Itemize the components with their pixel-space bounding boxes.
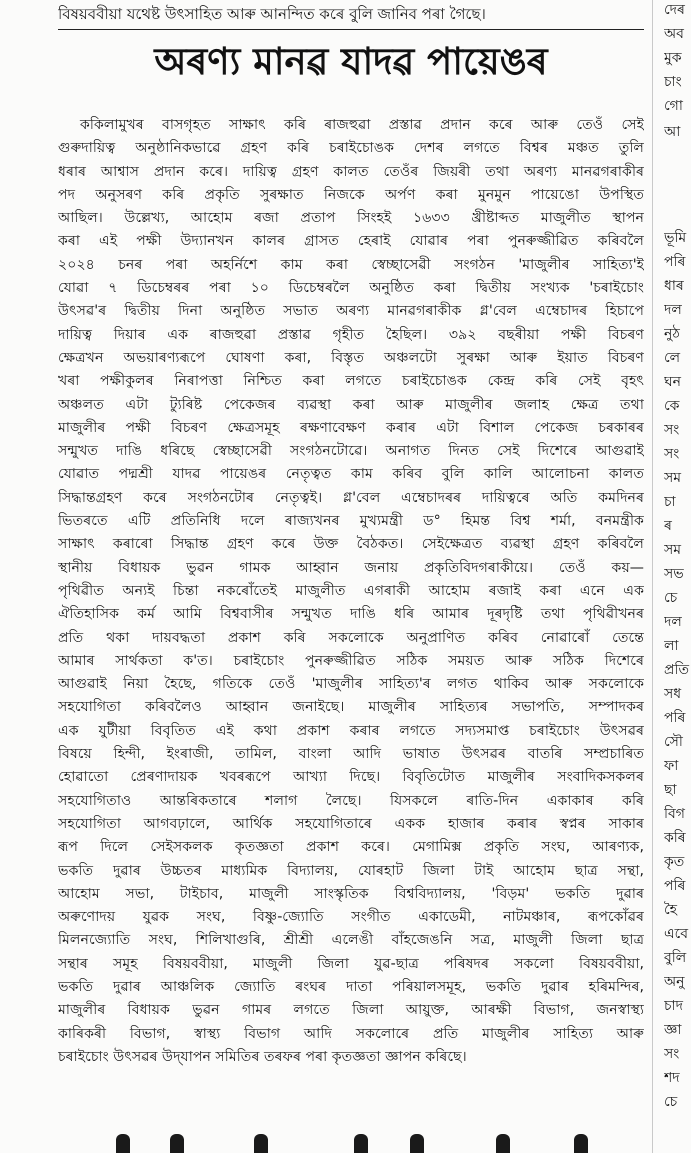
body-line: ভিতৰতে এটি প্ৰতিনিধি দলে ৰাজ্যখনৰ মুখ্যমন্ত্ৰী ড° হিমন্ত বিশ্ব শৰ্মা, বনমন্ত্ৰীক [58,513,644,530]
headline-top-rule [58,29,644,30]
body-line: ভকতি দুৱাৰ উচ্চতৰ মাধ্যমিক বিদ্যালয়, যোৰহাট জিলা টাই আহোম ছাত্ৰ সন্থা, [58,862,644,879]
body-line: খৰা পক্ষীকুলৰ নিৰাপত্তা নিশ্চিত কৰা লগতে চৰাইচোঙক কেন্দ্ৰ কৰি সেই বৃহৎ [58,373,644,390]
body-line: আছিল। উল্লেখ্য, আহোম ৰজা প্ৰতাপ সিংহই ১৬৩৩ খ্ৰীষ্টাব্দত মাজুলীত স্থাপন [58,210,644,227]
adjacent-column-fragment: প্ৰতি [664,662,689,678]
body-line: সহযোগিতা কৰিবলৈও আহ্বান জনাইছে। মাজুলীৰ সাহিত্যৰ সভাপতি, সম্পাদকৰ [58,699,644,716]
body-line: প্ৰতি থকা দায়বদ্ধতা প্ৰকাশ কৰি সকলোকে অনুপ্ৰাণিত কৰিব নোৱাৰোঁ তেন্তে [58,629,644,646]
adjacent-column-fragment: লে [664,350,681,366]
adjacent-column-fragment: বিগ [664,806,685,822]
adjacent-column-fragment: দল [664,302,682,318]
adjacent-column-fragment: আ [664,124,681,140]
column-divider [652,0,653,1153]
body-line: ধৰাৰ আশ্বাস প্ৰদান কৰে। দায়িত্ব গ্ৰহণ কালত তেওঁৰ জিয়ৰী তথা অৰণ্য মানৱগৰাকীৰ [58,163,644,180]
article-headline: অৰণ্য মানৱ যাদৱ পায়েঙৰ [154,40,548,83]
body-line: সিদ্ধান্তগ্ৰহণ কৰে সংগঠনটোৰ নেতৃত্বই। গ্ল'বেল এম্বেচাদৰৰ দায়িত্বৰে অতি কমদিনৰ [58,489,644,506]
body-line: বিষয়ে হিন্দী, ইংৰাজী, তামিল, বাংলা আদি ভাষাত উৎসৱৰ বাতৰি সম্প্ৰচাৰিত [58,746,644,763]
adjacent-column-fragment: চাদ [664,998,683,1014]
body-line: পদ অনুসৰণ কৰি প্ৰকৃতি সুৰক্ষাত নিজকে অৰ্পণ কৰা মুনমুন পায়েঙো উপস্থিত [58,186,644,203]
adjacent-column-fragment: সম [664,470,682,486]
body-line: সহযোগিতা আগবঢ়ালে, আৰ্থিক সহযোগিতাৰে একক হাজাৰ কৰাৰ স্বপ্নৰ সাকাৰ [58,815,644,832]
adjacent-column-fragment: ৰ [664,518,672,534]
body-line: যোৱা ৭ ডিচেম্বৰৰ পৰা ১০ ডিচেম্বৰলৈ অনুষ্ঠিত কৰা দ্বিতীয় সংখ্যক 'চৰাইচোং [58,280,644,297]
body-line: পৃথিৱীত অন্যই চিন্তা নকৰোঁতেই মাজুলীত এগৰাকী আহোম ৰজাই কৰা এনে এক [58,582,644,599]
body-line: ৰূপ দিলে সেইসকলক কৃতজ্ঞতা প্ৰকাশ কৰে। মেগামিক্স প্ৰকৃতি সংঘ, আৰণ্যক, [58,839,644,856]
article-body [58,114,644,1069]
previous-article-last-line: বিষয়ববীয়া যথেষ্ট উৎসাহিত আৰু আনন্দিত কৰে বুলি জানিব পৰা গৈছে। [58,5,486,23]
main-article-column [58,0,644,1153]
adjacent-column-fragment: চে [664,1094,678,1110]
adjacent-column-fragment: ঘন [664,374,682,390]
adjacent-column-fragment: নুঠ [664,326,680,342]
adjacent-column-fragment: পৰি [664,254,686,270]
adjacent-column-fragment: লা [664,638,679,654]
body-line: যোৱাত পদ্মশ্ৰী যাদৱ পায়েঙৰ নেতৃত্বত কাম কৰিব বুলি কালি আলোচনা কালত [58,466,644,483]
adjacent-column-fragment: সৌ [664,734,683,750]
adjacent-column-fragment: পৰি [664,710,686,726]
adjacent-column-fragment: চে [664,590,678,606]
adjacent-column-fragment: কৰি [664,830,686,846]
adjacent-column-fragment: মুক [664,50,682,66]
body-line: অৰুণোদয় যুৱক সংঘ, বিষ্ণু-জ্যোতি সংগীত একাডেমী, নাটমঞ্চাৰ, ৰূপকোঁৱৰ [58,909,644,926]
body-line: ২০২৪ চনৰ পৰা অহৰ্নিশে কাম কৰা স্বেচ্ছাসেৱী সংগঠন 'মাজুলীৰ সাহিত্য'ই [58,256,644,273]
body-line: কৰা এই পক্ষী উদ্যানখন কালৰ গ্ৰাসত হেৰাই যোৱাৰ পৰা পুনৰুজ্জীৱিত কৰিবলৈ [58,233,644,250]
body-line: আমাৰ সাৰ্থকতা ক'ত। চৰাইচোং পুনৰুজ্জীৱিত সঠিক সময়ত আৰু সঠিক দিশেৰে [58,652,644,669]
adjacent-column-fragment: চা [664,494,676,510]
body-line: আগুৱাই নিয়া হৈছে, গতিকে তেওঁ 'মাজুলীৰ সাহিত্য'ৰ লগত থাকিব আৰু সকলোকে [58,676,644,693]
body-line: অঞ্চলত এটা ট্যুৰিষ্ট পেকেজৰ ব্যৱস্থা কৰা আৰু মাজুলীৰ জলাহ ক্ষেত্ৰ তথা [58,396,644,413]
adjacent-article-column [664,0,691,1153]
adjacent-column-fragment: দেৰ [664,2,685,18]
adjacent-column-fragment: ফা [664,758,679,774]
body-line: মাজুলীৰ পক্ষী বিচৰণ ক্ষেত্ৰসমূহ ৰক্ষণাবেক্ষণ কৰাৰ এটা বিশাল পেকেজ চৰকাৰৰ [58,419,644,436]
body-line: ভকতি দুৱাৰ আঞ্চলিক জ্যোতি ৰংঘৰ দাতা পৰিয়ালসমূহ, ভকতি দুৱাৰ হৰিমন্দিৰ, [58,978,644,995]
adjacent-column-fragment: ভূমি [664,230,687,246]
adjacent-column-fragment: বুলি [664,950,687,966]
adjacent-column-fragment: সভ [664,566,684,582]
adjacent-column-fragment: গো [664,98,683,114]
adjacent-column-fragment: সং [664,422,680,438]
body-line: সহযোগিতাও আন্তৰিকতাৰে শলাগ লৈছে। যিসকলে ৰাতি-দিন একাকাৰ কৰি [58,792,644,809]
body-line: গুৰুদায়িত্ব অনুষ্ঠানিকভাৱে গ্ৰহণ কৰি চৰাইচোঙক দেশৰ লগতে বিশ্বৰ মঞ্চত তুলি [58,140,644,157]
body-line: আহোম সভা, টাইচাব, মাজুলী সাংস্কৃতিক বিশ্ববিদ্যালয়, 'বিড়ম' ভকতি দুৱাৰ [58,885,644,902]
adjacent-column-fragment: সং [664,1046,680,1062]
body-line: উৎসৱ'ৰ দ্বিতীয় দিনা অনুষ্ঠিত সভাত অৰণ্য মানৱগৰাকীক গ্ল'বেল এম্বেচাদৰ হিচাপে [58,303,644,320]
adjacent-column-fragment: কৃত [664,854,685,870]
adjacent-column-fragment: অনু [664,974,685,990]
body-line: দায়িত্ব দিয়াৰ এক ৰাজহুৱা প্ৰস্তাৱ গৃহীত হৈছিল। ৩৯২ বছৰীয়া পক্ষী বিচৰণ [58,326,644,343]
body-line: সন্মুখত দাঙি ধৰিছে স্বেচ্ছাসেৱী সংগঠনটোৱে। অনাগত দিনত সেই দিশেৰে আগুৱাই [58,443,644,460]
next-headline-fragment [58,1126,644,1153]
adjacent-column-fragment: এবে [664,926,689,942]
body-line: ককিলামুখৰ বাসগৃহত সাক্ষাৎ কৰি ৰাজহুৱা প্ৰস্তাৱ প্ৰদান কৰে আৰু তেওঁ সেই [80,117,644,133]
adjacent-column-fragment: সং [664,446,680,462]
adjacent-column-fragment: কে [664,398,680,414]
adjacent-column-fragment: সম [664,542,682,558]
adjacent-column-fragment: ধাৰ [664,278,684,294]
adjacent-column-fragment: সধ [664,686,682,702]
body-line: হোৱাতো প্ৰেৰণাদায়ক খবৰৰূপে আখ্যা দিছে। বিবৃতিটোত মাজুলীৰ সংবাদিকসকলৰ [58,769,644,786]
body-line: সন্থাৰ সমূহ বিষয়ববীয়া, মাজুলী জিলা যুৱ-ছাত্ৰ পৰিষদৰ সকলো বিষয়ববীয়া, [58,955,644,972]
adjacent-column-fragment: পৰি [664,878,686,894]
adjacent-column-fragment: শদ [664,1070,680,1086]
body-line: স্থানীয় বিধায়ক ভুৱন গামক আহ্বান জনায় প্ৰকৃতিবিদগৰাকীয়ে। তেওঁ কয়— [58,559,644,576]
adjacent-column-fragment: ছা [664,782,677,798]
body-line: সাক্ষাৎ কৰাৰো সিদ্ধান্ত গ্ৰহণ কৰে উক্ত বৈঠকত। সেইক্ষেত্ৰত ব্যৱস্থা গ্ৰহণ কৰিবলৈ [58,536,644,553]
body-line: মিলনজ্যোতি সংঘ, শিলিখাগুৰি, শ্ৰীশ্ৰী এলেঙী বাঁহজেঙনি সত্ৰ, মাজুলী জিলা ছাত্ৰ [58,932,644,949]
adjacent-column-fragment: জ্ঞা [664,1022,682,1038]
body-line: ঐতিহাসিক কৰ্ম আমি বিশ্ববাসীৰ সন্মুখত দাঙি ধৰি আমাৰ দূৰদৃষ্টি তথা পৃথিৱীখনৰ [58,606,644,623]
body-line: মাজুলীৰ বিধায়ক ভুৱন গামৰ লগতে জিলা আয়ুক্ত, আৰক্ষী বিভাগ, জনস্বাস্থ্য [58,1002,644,1019]
adjacent-column-fragment: হৈ [664,902,678,918]
body-line: কাৰিকৰী বিভাগ, স্বাস্থ্য বিভাগ আদি সকলোৰে প্ৰতি মাজুলীৰ সাহিত্য আৰু [58,1025,644,1042]
adjacent-column-fragment: চাং [664,74,682,90]
body-line: এক যুটীয়া বিবৃতিত এই কথা প্ৰকাশ কৰাৰ লগতে সদ্যসমাপ্ত চৰাইচোং উৎসৱৰ [58,722,644,739]
adjacent-column-fragment: অব [664,26,684,42]
body-line: চৰাইচোং উৎসৱৰ উদ্‌যাপন সমিতিৰ তৰফৰ পৰা কৃতজ্ঞতা জ্ঞাপন কৰিছে। [58,1048,467,1065]
body-line: ক্ষেত্ৰখন অভয়াৰণ্যৰূপে ঘোষণা কৰা, বিস্তৃত অঞ্চলটো সুৰক্ষা আৰু ইয়াত বিচৰণ [58,349,644,366]
adjacent-column-fragment: দল [664,614,682,630]
